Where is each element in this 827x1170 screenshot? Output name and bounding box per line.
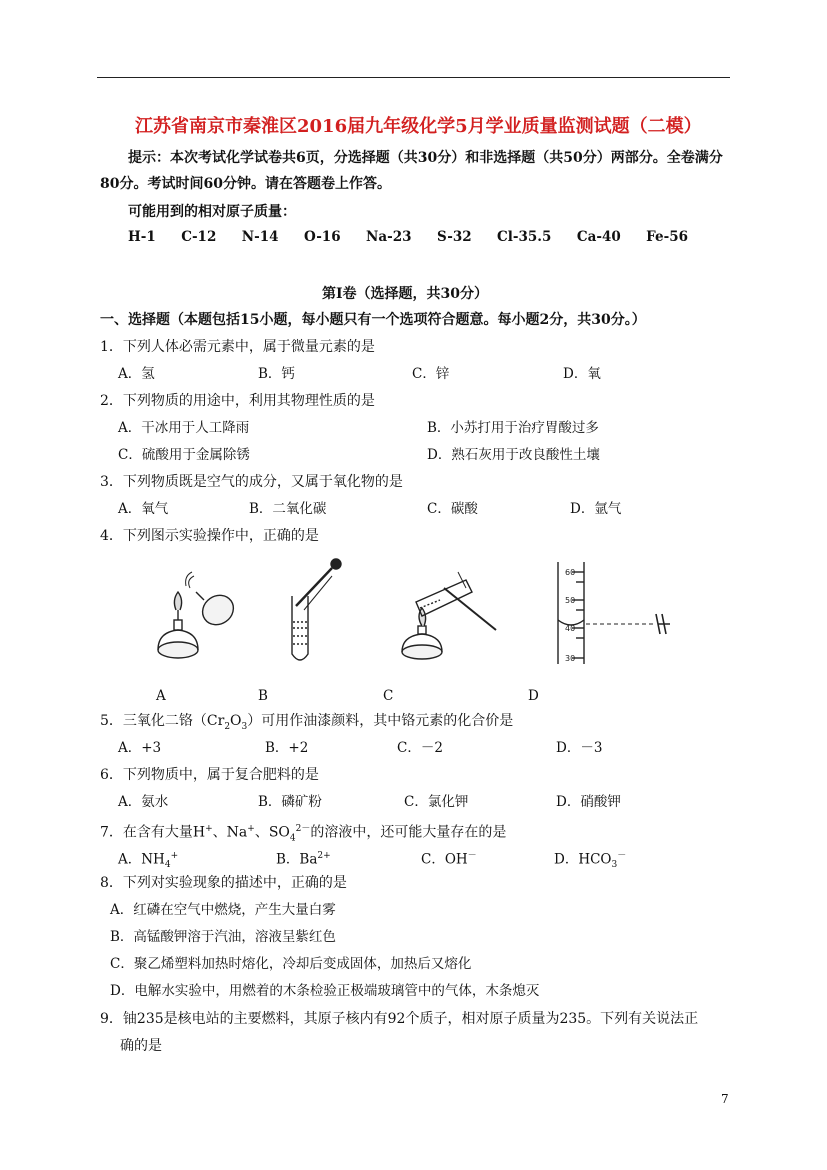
scale-label: 50 — [565, 596, 576, 605]
q2-option-a: A．干冰用于人工降雨 — [118, 420, 250, 436]
q3-option-c: C．碳酸 — [427, 501, 478, 517]
q3-option-a: A．氧气 — [118, 501, 169, 517]
question-5-stem: 5．三氧化二铬$(Cr_2O_3)$可用作油漆颜料，其中铬元素的化合价是 — [100, 713, 514, 732]
page-number: 7 — [721, 1092, 729, 1106]
masses-label: 可能用到的相对原子质量： — [128, 204, 296, 220]
question-9-stem-line-1: 9．铀235是核电站的主要燃料，其原子核内有92个质子，相对原子质量为235。下列有关说法正 — [100, 1011, 699, 1027]
question-7-stem: 7．在含有大量H+、Na+、$SO_4^{2-}$的溶液中，还可能大量存在的是 — [100, 824, 507, 844]
q3-option-d: D．氩气 — [570, 501, 622, 517]
section-heading: 第Ⅰ卷（选择题，共30分） — [322, 286, 489, 302]
question-1-stem: 1．下列人体必需元素中，属于微量元素的是 — [100, 339, 375, 355]
q4-option-b: B — [258, 688, 268, 704]
section-instruction: 一、选择题（本题包括15小题，每小题只有一个选项符合题意。每小题2分，共30分。） — [100, 312, 646, 328]
mass-item: C-12 — [181, 229, 217, 245]
mass-item: S-32 — [436, 229, 472, 245]
page-title: 江苏省南京市秦淮区2016届九年级化学5月学业质量监测试题（二模） — [135, 116, 702, 137]
q7-option-d: D．$HCO_3^-$ — [554, 851, 627, 871]
figure-d-cylinder-reading — [558, 562, 670, 664]
q8-option-b: B．高锰酸钾溶于汽油，溶液呈紫红色 — [110, 929, 336, 945]
q7-option-c: C．OH－ — [421, 851, 477, 868]
q5-option-d: D．－3 — [556, 740, 603, 756]
scale-label: 30 — [565, 654, 576, 663]
q8-option-c: C．聚乙烯塑料加热时熔化，冷却后变成固体，加热后又熔化 — [110, 956, 472, 972]
intro-line-2: 80分。考试时间60分钟。请在答题卷上作答。 — [100, 176, 391, 192]
q6-option-d: D．硝酸钾 — [556, 794, 621, 810]
mass-item: O-16 — [303, 229, 341, 245]
q4-option-a: A — [156, 688, 166, 704]
q6-option-b: B．磷矿粉 — [258, 794, 322, 810]
atomic-masses — [128, 229, 688, 245]
q1-option-b: B．钙 — [258, 366, 295, 382]
mass-item: N-14 — [241, 229, 279, 245]
q7-option-a: A．$NH_4^+$ — [118, 851, 179, 871]
q7-option-b: B．$Ba^{2+}$ — [276, 851, 331, 868]
header-rule — [97, 77, 730, 78]
q5-option-a: A．+3 — [118, 740, 162, 756]
q1-option-c: C．锌 — [412, 366, 450, 382]
q2-option-b: B．小苏打用于治疗胃酸过多 — [427, 420, 599, 436]
mass-item: Na-23 — [366, 229, 412, 245]
q2-option-c: C．硫酸用于金属除锈 — [118, 447, 250, 463]
q4-experiment-figures — [140, 558, 700, 673]
q8-option-d: D．电解水实验中，用燃着的木条检验正极端玻璃管中的气体，木条熄灭 — [110, 983, 540, 999]
mass-item: Cl-35.5 — [497, 229, 552, 245]
q3-option-b: B．二氧化碳 — [249, 501, 327, 517]
figure-c-heating-tube — [402, 572, 496, 659]
figure-a-lamp-lighting — [158, 572, 239, 658]
q4-option-c: C — [383, 688, 394, 704]
scale-label: 60 — [565, 568, 576, 577]
question-8-stem: 8．下列对实验现象的描述中，正确的是 — [100, 875, 347, 891]
scale-label: 40 — [565, 624, 576, 633]
intro-line-1: 提示：本次考试化学试卷共6页，分选择题（共30分）和非选择题（共50分）两部分。全卷满分 — [128, 150, 723, 166]
question-9-stem-line-2: 确的是 — [120, 1038, 162, 1054]
question-4-stem: 4．下列图示实验操作中，正确的是 — [100, 528, 319, 544]
question-3-stem: 3．下列物质既是空气的成分，又属于氧化物的是 — [100, 474, 403, 490]
q4-option-d: D — [528, 688, 539, 704]
question-2-stem: 2．下列物质的用途中，利用其物理性质的是 — [100, 393, 375, 409]
q8-option-a: A．红磷在空气中燃烧，产生大量白雾 — [110, 902, 336, 918]
mass-item: H-1 — [128, 229, 156, 245]
mass-item: Fe-56 — [646, 229, 688, 245]
figure-b-dropper — [292, 559, 341, 660]
q6-option-a: A．氨水 — [118, 794, 169, 810]
q1-option-d: D．氧 — [563, 366, 601, 382]
q5-option-b: B．+2 — [265, 740, 309, 756]
q1-option-a: A．氢 — [118, 366, 155, 382]
mass-item: Ca-40 — [576, 229, 621, 245]
q5-option-c: C．－2 — [397, 740, 443, 756]
q6-option-c: C．氯化钾 — [404, 794, 469, 810]
question-6-stem: 6．下列物质中，属于复合肥料的是 — [100, 767, 319, 783]
q2-option-d: D．熟石灰用于改良酸性土壤 — [427, 447, 600, 463]
